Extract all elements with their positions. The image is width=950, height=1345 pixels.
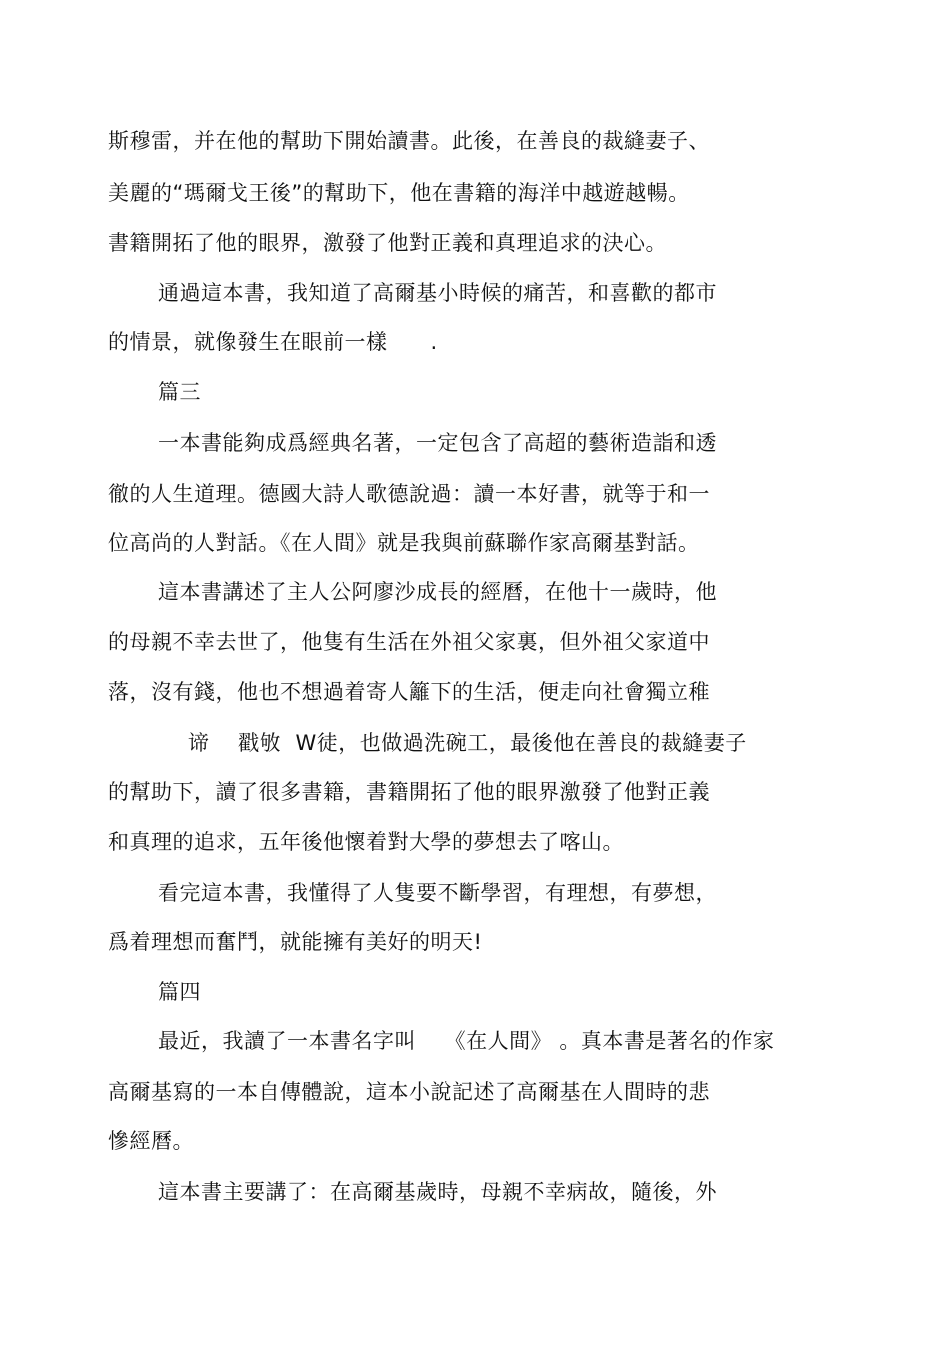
text-line: 的幫助下，讀了很多書籍，書籍開拓了他的眼界激發了他對正義 [108,780,710,804]
text-line: 一本書能夠成爲經典名著，一定包含了高超的藝術造詣和透 [158,431,717,455]
section-heading: 篇四 [158,980,201,1004]
text-line: 看完這本書，我懂得了人隻要不斷學習，有理想，有夢想， [158,881,717,905]
text-line: 和真理的追求，五年後他懷着對大學的夢想去了喀山。 [108,830,624,854]
text-line: 徹的人生道理。德國大詩人歌德說過：讀一本好書，就等于和一 [108,482,710,506]
text-line: 斯穆雷，并在他的幫助下開始讀書。此後，在善良的裁縫妻子、 [108,129,710,153]
text-line: 落，沒有錢，他也不想過着寄人籬下的生活，便走向社會獨立稚 [108,680,710,704]
text-line: 的情景，就像發生在眼前一樣 . [108,330,438,354]
text-line: 通過這本書，我知道了高爾基小時候的痛苦，和喜歡的都市 [158,281,717,305]
text-line: 爲着理想而奮鬥，就能擁有美好的明天! [108,930,483,954]
text-line: 高爾基寫的一本自傳體說，這本小說記述了高爾基在人間時的悲 [108,1080,710,1104]
text-line: 最近，我讀了一本書名字叫 《在人間》 。真本書是著名的作家 [158,1029,775,1053]
text-line: 書籍開拓了他的眼界，激發了他對正義和真理追求的決心。 [108,231,667,255]
text-line: 這本書講述了主人公阿廖沙成長的經曆，在他十一歲時，他 [158,580,717,604]
text-line: 的母親不幸去世了，他隻有生活在外祖父家裏，但外祖父家道中 [108,630,710,654]
text-line: 這本書主要講了：在高爾基歲時，母親不幸病故，隨後，外 [158,1180,717,1204]
text-line: 美麗的“瑪爾戈王後”的幫助下，他在書籍的海洋中越遊越暢。 [108,181,690,205]
text-line: 位高尚的人對話。《在人間》就是我與前蘇聯作家高爾基對話。 [108,531,700,555]
text-line: 慘經曆。 [108,1129,194,1153]
text-line: 谛 戳敂 W徒，也做過洗碗工，最後他在善良的裁縫妻子 [188,731,747,755]
section-heading: 篇三 [158,380,201,404]
